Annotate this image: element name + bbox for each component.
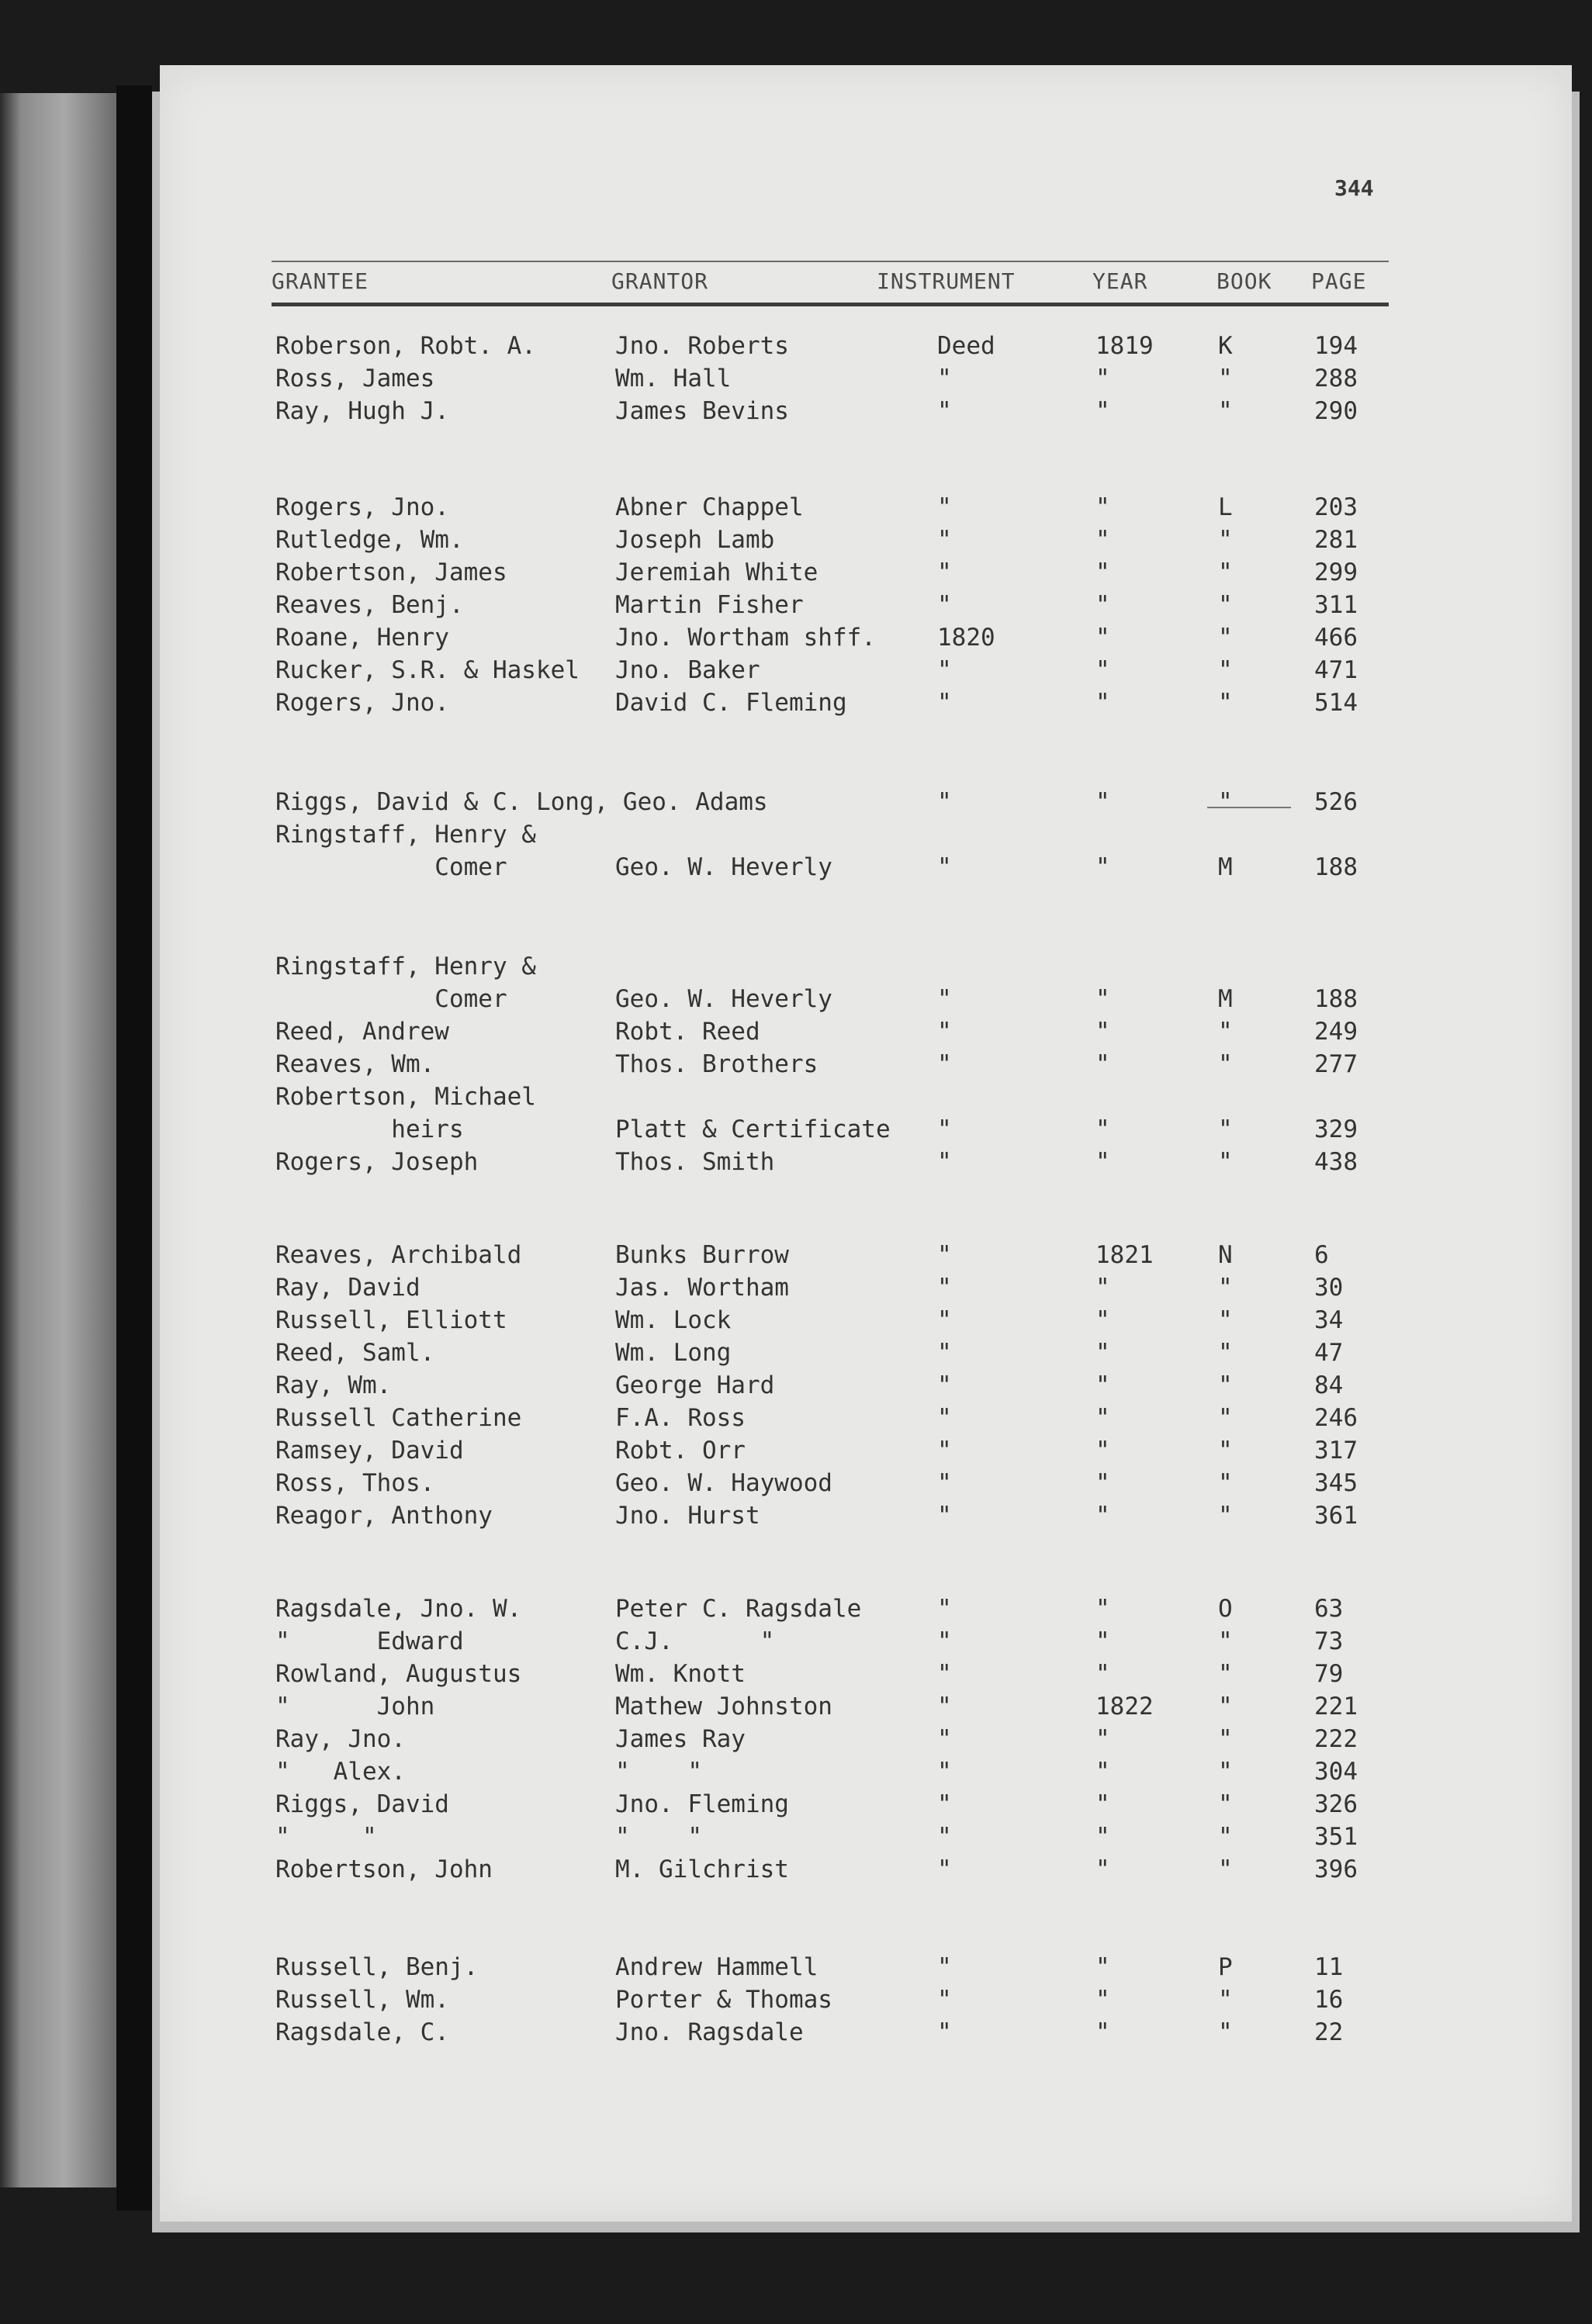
cell-instrument: " bbox=[937, 526, 952, 554]
cell-grantee: Riggs, David & C. Long, Geo. Adams bbox=[275, 788, 768, 816]
cell-book: " bbox=[1218, 1339, 1233, 1367]
cell-year: " bbox=[1095, 559, 1110, 586]
column-header bbox=[272, 267, 1389, 306]
cell-grantee: Reaves, Wm. bbox=[275, 1050, 435, 1078]
cell-page: 288 bbox=[1314, 365, 1358, 393]
cell-grantee: Comer bbox=[275, 853, 507, 881]
cell-instrument: " bbox=[937, 1627, 952, 1655]
cell-grantor: Wm. Lock bbox=[615, 1306, 732, 1334]
cell-book: M bbox=[1218, 985, 1233, 1013]
cell-instrument: " bbox=[937, 1953, 952, 1981]
cell-page: 351 bbox=[1314, 1823, 1358, 1851]
cell-page: 299 bbox=[1314, 559, 1358, 586]
cell-instrument: " bbox=[937, 689, 952, 717]
cell-book: M bbox=[1218, 853, 1233, 881]
table-row bbox=[0, 656, 1592, 689]
cell-instrument: Deed bbox=[937, 332, 995, 360]
cell-year: " bbox=[1095, 365, 1110, 393]
cell-instrument: " bbox=[937, 493, 952, 521]
cell-year: " bbox=[1095, 1306, 1110, 1334]
cell-book: " bbox=[1218, 2018, 1233, 2046]
cell-page: 514 bbox=[1314, 689, 1358, 717]
cell-instrument: " bbox=[937, 1693, 952, 1721]
cell-page: 246 bbox=[1314, 1404, 1358, 1432]
table-row bbox=[0, 1306, 1592, 1339]
cell-book: " bbox=[1218, 689, 1233, 717]
table-row bbox=[0, 1437, 1592, 1469]
table-row bbox=[0, 493, 1592, 526]
cell-year: " bbox=[1095, 853, 1110, 881]
cell-year: " bbox=[1095, 1115, 1110, 1143]
cell-book: " bbox=[1218, 1404, 1233, 1432]
cell-page: 290 bbox=[1314, 397, 1358, 425]
cell-grantee: Ringstaff, Henry & bbox=[275, 821, 536, 849]
pencil-mark bbox=[1207, 807, 1291, 808]
page-number: 344 bbox=[1334, 175, 1374, 201]
cell-page: 203 bbox=[1314, 493, 1358, 521]
cell-grantee: Russell, Elliott bbox=[275, 1306, 507, 1334]
cell-year: " bbox=[1095, 1627, 1110, 1655]
cell-year: 1822 bbox=[1095, 1693, 1154, 1721]
cell-book: " bbox=[1218, 656, 1233, 684]
cell-page: 63 bbox=[1314, 1595, 1344, 1623]
cell-grantee: Rogers, Jno. bbox=[275, 493, 449, 521]
cell-instrument: " bbox=[937, 985, 952, 1013]
cell-grantee: Rogers, Jno. bbox=[275, 689, 449, 717]
cell-book: " bbox=[1218, 1437, 1233, 1465]
cell-instrument: " bbox=[937, 2018, 952, 2046]
cell-grantee: Rowland, Augustus bbox=[275, 1660, 522, 1688]
cell-page: 222 bbox=[1314, 1725, 1358, 1753]
cell-grantee: Ragsdale, C. bbox=[275, 2018, 449, 2046]
cell-year: " bbox=[1095, 526, 1110, 554]
cell-year: " bbox=[1095, 1469, 1110, 1497]
cell-page: 249 bbox=[1314, 1018, 1358, 1046]
cell-page: 526 bbox=[1314, 788, 1358, 816]
cell-grantor: " " bbox=[615, 1823, 702, 1851]
cell-page: 345 bbox=[1314, 1469, 1358, 1497]
cell-grantee: Ray, Hugh J. bbox=[275, 397, 449, 425]
cell-instrument: " bbox=[937, 1018, 952, 1046]
cell-instrument: " bbox=[937, 365, 952, 393]
header-grantor: GRANTOR bbox=[611, 268, 709, 294]
cell-instrument: " bbox=[937, 1274, 952, 1302]
table-row bbox=[0, 853, 1592, 886]
cell-book: K bbox=[1218, 332, 1233, 360]
cell-instrument: " bbox=[937, 1660, 952, 1688]
cell-instrument: " bbox=[937, 1725, 952, 1753]
cell-year: " bbox=[1095, 1725, 1110, 1753]
cell-book: " bbox=[1218, 1790, 1233, 1818]
cell-instrument: " bbox=[937, 559, 952, 586]
header-grantee: GRANTEE bbox=[272, 268, 369, 294]
cell-grantor: Robt. Reed bbox=[615, 1018, 760, 1046]
cell-grantee: Ringstaff, Henry & bbox=[275, 953, 536, 980]
cell-page: 79 bbox=[1314, 1660, 1344, 1688]
table-row bbox=[0, 1083, 1592, 1115]
cell-year: " bbox=[1095, 1437, 1110, 1465]
cell-page: 11 bbox=[1314, 1953, 1344, 1981]
cell-year: " bbox=[1095, 788, 1110, 816]
cell-grantor: Andrew Hammell bbox=[615, 1953, 818, 1981]
cell-page: 73 bbox=[1314, 1627, 1344, 1655]
cell-year: " bbox=[1095, 1404, 1110, 1432]
cell-year: " bbox=[1095, 1148, 1110, 1176]
cell-year: " bbox=[1095, 1595, 1110, 1623]
table-row bbox=[0, 1404, 1592, 1437]
cell-grantor: Joseph Lamb bbox=[615, 526, 775, 554]
cell-grantor: George Hard bbox=[615, 1371, 775, 1399]
cell-grantor: Wm. Long bbox=[615, 1339, 732, 1367]
cell-page: 22 bbox=[1314, 2018, 1344, 2046]
cell-grantor: Jeremiah White bbox=[615, 559, 818, 586]
cell-book: " bbox=[1218, 1986, 1233, 2014]
table-row bbox=[0, 1953, 1592, 1986]
cell-year: " bbox=[1095, 2018, 1110, 2046]
cell-year: " bbox=[1095, 1502, 1110, 1530]
cell-book: " bbox=[1218, 1018, 1233, 1046]
cell-page: 34 bbox=[1314, 1306, 1344, 1334]
cell-grantee: Ross, James bbox=[275, 365, 435, 393]
cell-page: 304 bbox=[1314, 1758, 1358, 1786]
cell-grantee: Russell Catherine bbox=[275, 1404, 522, 1432]
table-row bbox=[0, 1627, 1592, 1660]
cell-instrument: " bbox=[937, 1148, 952, 1176]
cell-grantor: Thos. Brothers bbox=[615, 1050, 818, 1078]
cell-year: " bbox=[1095, 397, 1110, 425]
cell-grantor: Mathew Johnston bbox=[615, 1693, 832, 1721]
header-book: BOOK bbox=[1216, 268, 1272, 294]
cell-page: 281 bbox=[1314, 526, 1358, 554]
cell-grantor: Robt. Orr bbox=[615, 1437, 746, 1465]
cell-book: " bbox=[1218, 1823, 1233, 1851]
cell-instrument: " bbox=[937, 1469, 952, 1497]
cell-grantee: Rutledge, Wm. bbox=[275, 526, 464, 554]
cell-page: 6 bbox=[1314, 1241, 1329, 1269]
cell-page: 317 bbox=[1314, 1437, 1358, 1465]
cell-grantee: Roane, Henry bbox=[275, 624, 449, 652]
cell-grantor: M. Gilchrist bbox=[615, 1855, 789, 1883]
cell-instrument: " bbox=[937, 1758, 952, 1786]
cell-grantor: James Bevins bbox=[615, 397, 789, 425]
cell-grantor: Geo. W. Heverly bbox=[615, 985, 832, 1013]
table-row bbox=[0, 1018, 1592, 1050]
cell-grantee: Ray, Jno. bbox=[275, 1725, 406, 1753]
cell-grantee: Comer bbox=[275, 985, 507, 1013]
cell-instrument: " bbox=[937, 853, 952, 881]
cell-grantor: Peter C. Ragsdale bbox=[615, 1595, 862, 1623]
cell-page: 277 bbox=[1314, 1050, 1358, 1078]
cell-grantee: Riggs, David bbox=[275, 1790, 449, 1818]
cell-page: 30 bbox=[1314, 1274, 1344, 1302]
cell-page: 438 bbox=[1314, 1148, 1358, 1176]
table-row bbox=[0, 1855, 1592, 1888]
cell-page: 188 bbox=[1314, 985, 1358, 1013]
cell-book: " bbox=[1218, 1855, 1233, 1883]
table-row bbox=[0, 526, 1592, 559]
cell-instrument: " bbox=[937, 397, 952, 425]
cell-grantee: Ragsdale, Jno. W. bbox=[275, 1595, 522, 1623]
table-row bbox=[0, 1660, 1592, 1693]
cell-page: 221 bbox=[1314, 1693, 1358, 1721]
cell-page: 466 bbox=[1314, 624, 1358, 652]
table-row bbox=[0, 1274, 1592, 1306]
cell-grantee: Ray, Wm. bbox=[275, 1371, 392, 1399]
table-row bbox=[0, 365, 1592, 397]
cell-grantee: Robertson, John bbox=[275, 1855, 493, 1883]
cell-grantee: Ramsey, David bbox=[275, 1437, 464, 1465]
cell-page: 194 bbox=[1314, 332, 1358, 360]
header-instrument: INSTRUMENT bbox=[877, 268, 1016, 294]
cell-instrument: " bbox=[937, 1595, 952, 1623]
cell-grantor: Jno. Roberts bbox=[615, 332, 789, 360]
cell-instrument: " bbox=[937, 1339, 952, 1367]
table-row bbox=[0, 2018, 1592, 2051]
cell-book: O bbox=[1218, 1595, 1233, 1623]
cell-year: " bbox=[1095, 1660, 1110, 1688]
cell-year: " bbox=[1095, 689, 1110, 717]
cell-instrument: " bbox=[937, 656, 952, 684]
table-row bbox=[0, 788, 1592, 821]
cell-grantee: Ray, David bbox=[275, 1274, 420, 1302]
cell-year: " bbox=[1095, 656, 1110, 684]
table-row bbox=[0, 1469, 1592, 1502]
cell-instrument: " bbox=[937, 1404, 952, 1432]
cell-book: " bbox=[1218, 1148, 1233, 1176]
cell-grantee: Robertson, James bbox=[275, 559, 507, 586]
cell-year: " bbox=[1095, 1050, 1110, 1078]
cell-grantor: Porter & Thomas bbox=[615, 1986, 832, 2014]
cell-grantee: " John bbox=[275, 1693, 435, 1721]
table-row bbox=[0, 1502, 1592, 1534]
cell-year: " bbox=[1095, 1953, 1110, 1981]
cell-book: " bbox=[1218, 526, 1233, 554]
cell-book: " bbox=[1218, 1371, 1233, 1399]
cell-grantee: Reagor, Anthony bbox=[275, 1502, 493, 1530]
cell-book: " bbox=[1218, 1693, 1233, 1721]
cell-year: " bbox=[1095, 1823, 1110, 1851]
cell-page: 326 bbox=[1314, 1790, 1358, 1818]
cell-year: 1821 bbox=[1095, 1241, 1154, 1269]
cell-grantee: Robertson, Michael bbox=[275, 1083, 536, 1111]
cell-page: 188 bbox=[1314, 853, 1358, 881]
cell-page: 471 bbox=[1314, 656, 1358, 684]
table-row bbox=[0, 985, 1592, 1018]
cell-book: " bbox=[1218, 591, 1233, 619]
cell-year: " bbox=[1095, 985, 1110, 1013]
cell-book: " bbox=[1218, 1306, 1233, 1334]
cell-year: " bbox=[1095, 493, 1110, 521]
cell-year: " bbox=[1095, 1855, 1110, 1883]
cell-instrument: " bbox=[937, 1050, 952, 1078]
cell-year: " bbox=[1095, 1790, 1110, 1818]
cell-grantee: Reed, Andrew bbox=[275, 1018, 449, 1046]
cell-grantee: Russell, Benj. bbox=[275, 1953, 479, 1981]
cell-instrument: 1820 bbox=[937, 624, 995, 652]
cell-instrument: " bbox=[937, 788, 952, 816]
cell-instrument: " bbox=[937, 1986, 952, 2014]
cell-book: " bbox=[1218, 788, 1233, 816]
cell-instrument: " bbox=[937, 1115, 952, 1143]
cell-year: " bbox=[1095, 1274, 1110, 1302]
cell-year: " bbox=[1095, 1758, 1110, 1786]
cell-grantor: Platt & Certificate bbox=[615, 1115, 891, 1143]
cell-instrument: " bbox=[937, 1502, 952, 1530]
cell-grantor: Jno. Hurst bbox=[615, 1502, 760, 1530]
cell-grantor: Geo. W. Haywood bbox=[615, 1469, 832, 1497]
cell-page: 84 bbox=[1314, 1371, 1344, 1399]
cell-grantor: C.J. " bbox=[615, 1627, 775, 1655]
table-row bbox=[0, 1115, 1592, 1148]
table-row bbox=[0, 397, 1592, 430]
cell-book: " bbox=[1218, 1660, 1233, 1688]
cell-grantee: Ross, Thos. bbox=[275, 1469, 435, 1497]
cell-instrument: " bbox=[937, 1241, 952, 1269]
table-row bbox=[0, 953, 1592, 985]
cell-grantee: Russell, Wm. bbox=[275, 1986, 449, 2014]
cell-book: L bbox=[1218, 493, 1233, 521]
cell-grantor: James Ray bbox=[615, 1725, 746, 1753]
header-page: PAGE bbox=[1311, 268, 1367, 294]
table-row bbox=[0, 689, 1592, 721]
cell-grantor: Wm. Hall bbox=[615, 365, 732, 393]
cell-page: 361 bbox=[1314, 1502, 1358, 1530]
cell-grantee: Reaves, Benj. bbox=[275, 591, 464, 619]
cell-grantor: Bunks Burrow bbox=[615, 1241, 789, 1269]
cell-grantee: Rucker, S.R. & Haskel bbox=[275, 656, 580, 684]
header-top-rule bbox=[272, 261, 1389, 262]
cell-grantee: Roberson, Robt. A. bbox=[275, 332, 536, 360]
table-row bbox=[0, 1758, 1592, 1790]
table-row bbox=[0, 1986, 1592, 2018]
cell-year: " bbox=[1095, 624, 1110, 652]
cell-grantee: heirs bbox=[275, 1115, 464, 1143]
cell-grantee: Rogers, Joseph bbox=[275, 1148, 479, 1176]
cell-grantee: Reaves, Archibald bbox=[275, 1241, 522, 1269]
cell-grantor: Geo. W. Heverly bbox=[615, 853, 832, 881]
cell-grantee: " Alex. bbox=[275, 1758, 406, 1786]
cell-grantor: Jno. Ragsdale bbox=[615, 2018, 804, 2046]
cell-book: " bbox=[1218, 1725, 1233, 1753]
table-row bbox=[0, 1693, 1592, 1725]
cell-book: " bbox=[1218, 1050, 1233, 1078]
table-row bbox=[0, 1595, 1592, 1627]
cell-page: 47 bbox=[1314, 1339, 1344, 1367]
table-row bbox=[0, 332, 1592, 365]
cell-page: 329 bbox=[1314, 1115, 1358, 1143]
cell-instrument: " bbox=[937, 1790, 952, 1818]
cell-grantee: Reed, Saml. bbox=[275, 1339, 435, 1367]
cell-instrument: " bbox=[937, 1437, 952, 1465]
cell-grantor: Jno. Wortham shff. bbox=[615, 624, 876, 652]
cell-instrument: " bbox=[937, 1371, 952, 1399]
cell-page: 396 bbox=[1314, 1855, 1358, 1883]
cell-book: " bbox=[1218, 1758, 1233, 1786]
cell-year: " bbox=[1095, 1018, 1110, 1046]
cell-page: 311 bbox=[1314, 591, 1358, 619]
table-row bbox=[0, 1371, 1592, 1404]
cell-grantor: Martin Fisher bbox=[615, 591, 804, 619]
table-row bbox=[0, 1148, 1592, 1181]
table-row bbox=[0, 624, 1592, 656]
table-row bbox=[0, 1725, 1592, 1758]
cell-instrument: " bbox=[937, 1306, 952, 1334]
cell-grantor: Jno. Fleming bbox=[615, 1790, 789, 1818]
table-row bbox=[0, 1790, 1592, 1823]
cell-instrument: " bbox=[937, 1855, 952, 1883]
cell-year: " bbox=[1095, 1339, 1110, 1367]
cell-grantor: Jas. Wortham bbox=[615, 1274, 789, 1302]
cell-grantor: Thos. Smith bbox=[615, 1148, 775, 1176]
cell-page: 16 bbox=[1314, 1986, 1344, 2014]
cell-grantee: " Edward bbox=[275, 1627, 464, 1655]
cell-year: " bbox=[1095, 591, 1110, 619]
cell-grantor: " " bbox=[615, 1758, 702, 1786]
cell-book: " bbox=[1218, 1274, 1233, 1302]
cell-grantee: " " bbox=[275, 1823, 377, 1851]
cell-book: " bbox=[1218, 1627, 1233, 1655]
cell-grantor: Wm. Knott bbox=[615, 1660, 746, 1688]
cell-grantor: David C. Fleming bbox=[615, 689, 847, 717]
cell-book: P bbox=[1218, 1953, 1233, 1981]
header-year: YEAR bbox=[1092, 268, 1148, 294]
table-row bbox=[0, 1241, 1592, 1274]
cell-instrument: " bbox=[937, 591, 952, 619]
cell-grantor: Jno. Baker bbox=[615, 656, 760, 684]
table-row bbox=[0, 821, 1592, 853]
cell-book: " bbox=[1218, 397, 1233, 425]
table-row bbox=[0, 1339, 1592, 1371]
cell-year: " bbox=[1095, 1986, 1110, 2014]
cell-book: " bbox=[1218, 559, 1233, 586]
cell-year: 1819 bbox=[1095, 332, 1154, 360]
table-row bbox=[0, 1050, 1592, 1083]
table-row bbox=[0, 591, 1592, 624]
cell-book: " bbox=[1218, 365, 1233, 393]
cell-book: " bbox=[1218, 1469, 1233, 1497]
cell-book: " bbox=[1218, 1502, 1233, 1530]
cell-grantor: Abner Chappel bbox=[615, 493, 804, 521]
cell-book: N bbox=[1218, 1241, 1233, 1269]
cell-year: " bbox=[1095, 1371, 1110, 1399]
cell-book: " bbox=[1218, 624, 1233, 652]
table-row bbox=[0, 1823, 1592, 1855]
table-row bbox=[0, 559, 1592, 591]
cell-book: " bbox=[1218, 1115, 1233, 1143]
cell-grantor: F.A. Ross bbox=[615, 1404, 746, 1432]
cell-instrument: " bbox=[937, 1823, 952, 1851]
